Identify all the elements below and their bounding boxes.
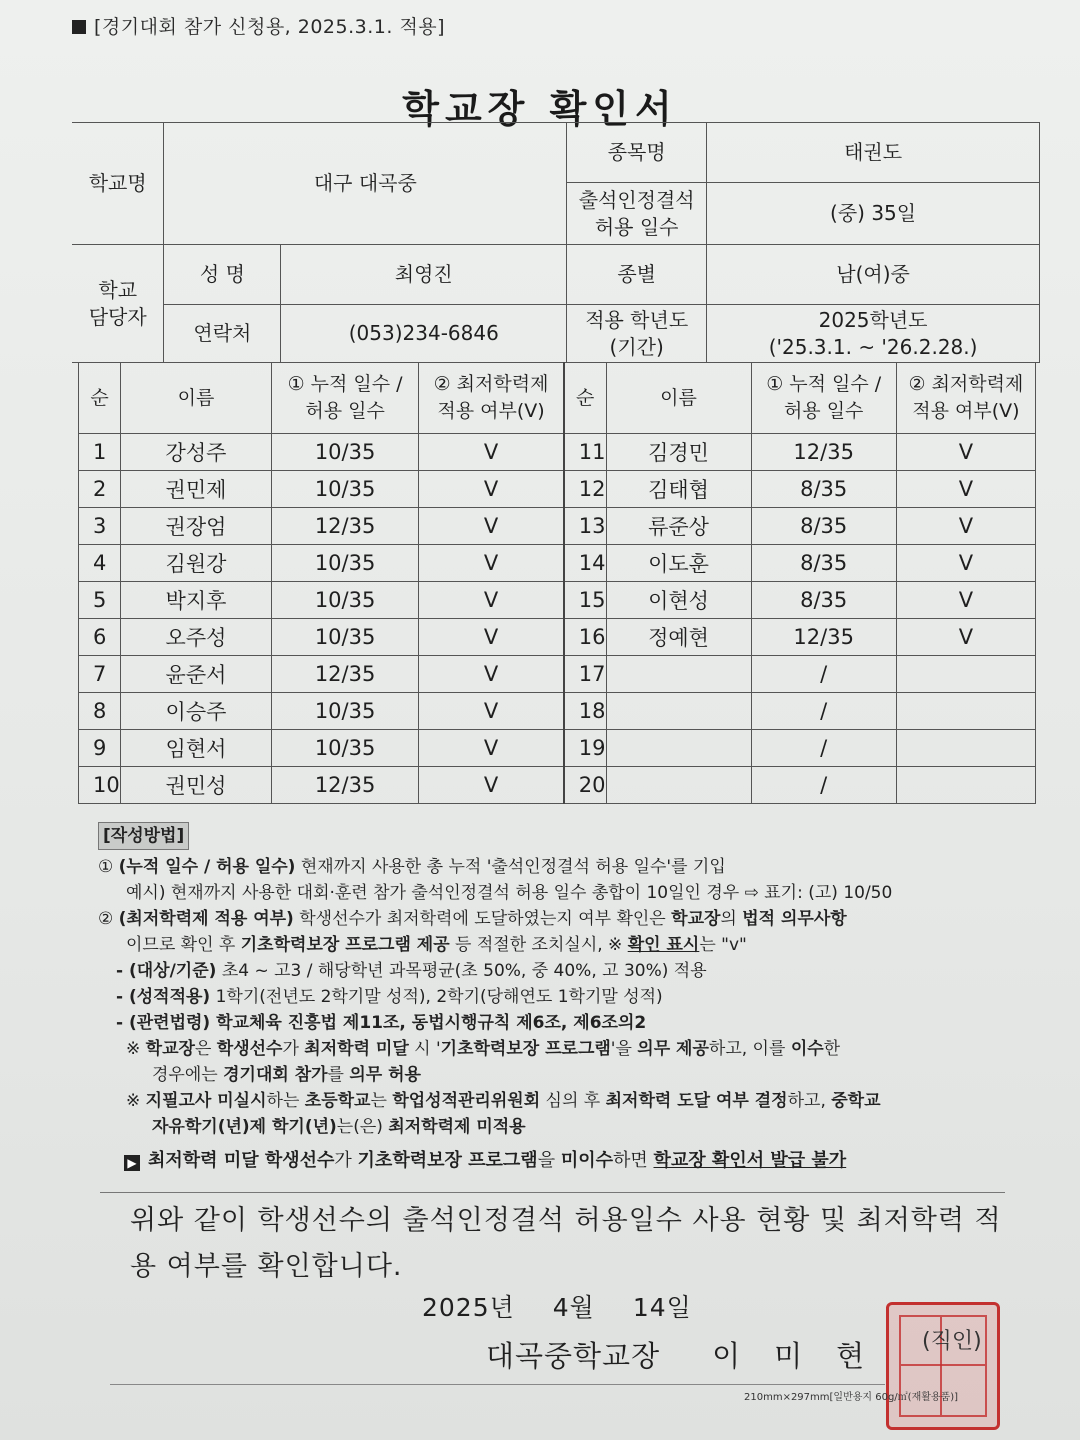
- accumulated-days: 12/35: [271, 656, 418, 693]
- min-academic-check: V: [419, 730, 564, 767]
- student-no: 8: [79, 693, 121, 730]
- student-no: 14: [564, 545, 606, 582]
- student-name: 이현성: [606, 582, 751, 619]
- contact-value: (053)234-6846: [281, 305, 567, 363]
- student-no: 9: [79, 730, 121, 767]
- min-academic-check: [896, 767, 1035, 804]
- event-label: 종목명: [567, 123, 707, 183]
- instruction-line: ※ 지필고사 미실시하는 초등학교는 학업성적관리위원회 심의 후 최저학력 도달 여부 결정하고, 중학교: [126, 1091, 881, 1111]
- date-day: 14일: [632, 1293, 692, 1322]
- student-name: 김경민: [606, 434, 751, 471]
- student-no: 17: [564, 656, 606, 693]
- date-month: 4월: [552, 1293, 595, 1322]
- accumulated-days: 10/35: [271, 545, 418, 582]
- student-no: 4: [79, 545, 121, 582]
- arrow-box-icon: ▶: [124, 1155, 140, 1171]
- min-academic-check: V: [419, 582, 564, 619]
- header-no: 순: [79, 363, 121, 434]
- student-name: [606, 767, 751, 804]
- instruction-line: ※ 학교장은 학생선수가 최저학력 미달 시 '기초학력보장 프로그램'을 의무 제공하고, 이를 이수한: [126, 1039, 841, 1059]
- student-name: [606, 730, 751, 767]
- instruction-line: - (성적적용) 1학기(전년도 2학기말 성적), 2학기(당해연도 1학기말 성적): [116, 987, 663, 1007]
- min-academic-check: V: [419, 508, 564, 545]
- category-label: 종별: [567, 245, 707, 305]
- header-name: 이름: [120, 363, 271, 434]
- accumulated-days: 12/35: [271, 767, 418, 804]
- instruction-line: 예시) 현재까지 사용한 대회·훈련 참가 출석인정결석 허용 일수 총합이 10일인 경우 ⇨ 표기: (고) 10/50: [126, 883, 893, 903]
- student-no: 20: [564, 767, 606, 804]
- student-no: 6: [79, 619, 121, 656]
- issue-date: [422, 1288, 730, 1324]
- student-no: 10: [79, 767, 121, 804]
- student-name: 오주성: [120, 619, 271, 656]
- instruction-line: 자유학기(년)제 학기(년)는(은) 최저학력제 미적용: [152, 1117, 526, 1137]
- min-academic-check: [896, 693, 1035, 730]
- table-row: [79, 656, 1036, 693]
- official-seal-stamp: [886, 1302, 1000, 1430]
- bottom-rule: [110, 1384, 885, 1385]
- student-no: 11: [564, 434, 606, 471]
- paper-spec-note: 210mm×297mm[일반용지 60g/㎡(재활용품)]: [744, 1392, 959, 1403]
- signature-line: [486, 1334, 898, 1375]
- min-academic-check: V: [896, 619, 1035, 656]
- student-no: 12: [564, 471, 606, 508]
- header-note: [경기대회 참가 신청용, 2025.3.1. 적용]: [72, 12, 445, 39]
- accumulated-days: 10/35: [271, 471, 418, 508]
- student-name: 윤준서: [120, 656, 271, 693]
- header-name-right: 이름: [606, 363, 751, 434]
- table-row: [79, 434, 1036, 471]
- table-row: [79, 619, 1036, 656]
- warning-line: ▶ 최저학력 미달 학생선수가 기초학력보장 프로그램을 미이수하면 학교장 확인서 발급 불가: [124, 1146, 846, 1172]
- student-no: 18: [564, 693, 606, 730]
- event-value: 태권도: [707, 123, 1040, 183]
- min-academic-check: V: [419, 471, 564, 508]
- student-name: 강성주: [120, 434, 271, 471]
- min-academic-check: V: [419, 656, 564, 693]
- student-name: [606, 693, 751, 730]
- document-title: 학교장 확인서: [402, 87, 678, 131]
- accumulated-days: 10/35: [271, 730, 418, 767]
- student-name: 권민성: [120, 767, 271, 804]
- min-academic-check: [896, 730, 1035, 767]
- accumulated-days: 8/35: [751, 545, 896, 582]
- min-academic-check: V: [896, 471, 1035, 508]
- header-days-right: ① 누적 일수 / 허용 일수: [751, 363, 896, 434]
- date-year: 2025년: [422, 1293, 515, 1322]
- section-divider: [100, 1192, 1005, 1193]
- accumulated-days: 10/35: [271, 582, 418, 619]
- year-value: 2025학년도 ('25.3.1. ~ '26.2.28.): [707, 305, 1040, 363]
- allowed-days-value: (중) 35일: [707, 183, 1040, 245]
- instructions-section: [98, 822, 1028, 1140]
- principal-name: 이미현: [712, 1339, 899, 1373]
- student-name: 류준상: [606, 508, 751, 545]
- manager-label: 학교 담당자: [72, 245, 164, 363]
- table-row: [79, 693, 1036, 730]
- student-roster-table: [78, 362, 1036, 804]
- min-academic-check: V: [419, 434, 564, 471]
- table-row: [79, 545, 1036, 582]
- student-no: 13: [564, 508, 606, 545]
- student-no: 7: [79, 656, 121, 693]
- min-academic-check: V: [896, 434, 1035, 471]
- student-no: 15: [564, 582, 606, 619]
- accumulated-days: 10/35: [271, 693, 418, 730]
- table-row: [79, 730, 1036, 767]
- student-no: 3: [79, 508, 121, 545]
- student-name: 박지후: [120, 582, 271, 619]
- accumulated-days: 12/35: [751, 434, 896, 471]
- min-academic-check: V: [419, 693, 564, 730]
- instruction-line: - (관련법령) 학교체육 진흥법 제11조, 동법시행규칙 제6조, 제6조의2: [116, 1013, 647, 1033]
- accumulated-days: 8/35: [751, 582, 896, 619]
- student-name: 김원강: [120, 545, 271, 582]
- school-name-value: 대구 대곡중: [164, 123, 567, 245]
- student-no: 1: [79, 434, 121, 471]
- manager-name-label: 성 명: [164, 245, 281, 305]
- min-academic-check: V: [896, 582, 1035, 619]
- square-bullet-icon: [72, 20, 86, 34]
- category-value: 남(여)중: [707, 245, 1040, 305]
- min-academic-check: V: [896, 508, 1035, 545]
- school-name-label: 학교명: [72, 123, 164, 245]
- allowed-days-label: 출석인정결석 허용 일수: [567, 183, 707, 245]
- accumulated-days: 10/35: [271, 619, 418, 656]
- instruction-line: - (대상/기준) 초4 ~ 고3 / 해당학년 과목평균(초 50%, 중 40%, 고 30%) 적용: [116, 961, 707, 981]
- student-no: 16: [564, 619, 606, 656]
- manager-name-value: 최영진: [281, 245, 567, 305]
- student-no: 5: [79, 582, 121, 619]
- student-name: 임현서: [120, 730, 271, 767]
- student-name: [606, 656, 751, 693]
- min-academic-check: [896, 656, 1035, 693]
- header-min-academic: ② 최저학력제 적용 여부(V): [419, 363, 564, 434]
- accumulated-days: /: [751, 693, 896, 730]
- student-name: 정예현: [606, 619, 751, 656]
- instruction-line: ① (누적 일수 / 허용 일수) 현재까지 사용한 총 누적 '출석인정결석 허용 일수'를 기입: [98, 857, 726, 877]
- student-name: 이승주: [120, 693, 271, 730]
- contact-label: 연락처: [164, 305, 281, 363]
- accumulated-days: /: [751, 730, 896, 767]
- accumulated-days: 8/35: [751, 471, 896, 508]
- accumulated-days: /: [751, 656, 896, 693]
- student-name: 권장엄: [120, 508, 271, 545]
- instruction-line: 경우에는 경기대회 참가를 의무 허용: [152, 1065, 421, 1085]
- student-no: 2: [79, 471, 121, 508]
- instructions-title: [작성방법]: [98, 822, 189, 850]
- min-academic-check: V: [419, 545, 564, 582]
- table-row: [79, 508, 1036, 545]
- accumulated-days: /: [751, 767, 896, 804]
- min-academic-check: V: [419, 767, 564, 804]
- table-row: [79, 767, 1036, 804]
- instruction-line: ② (최저학력제 적용 여부) 학생선수가 최저학력에 도달하였는지 여부 확인은 학교장의 법적 의무사항: [98, 909, 847, 929]
- accumulated-days: 10/35: [271, 434, 418, 471]
- table-row: [79, 582, 1036, 619]
- instruction-line: 이므로 확인 후 기초학력보장 프로그램 제공 등 적절한 조치실시, ※ 확인 표시는 "v": [126, 935, 747, 955]
- table-row: [79, 471, 1036, 508]
- accumulated-days: 12/35: [271, 508, 418, 545]
- year-label: 적용 학년도 (기간): [567, 305, 707, 363]
- student-name: 이도훈: [606, 545, 751, 582]
- student-no: 19: [564, 730, 606, 767]
- seal-mark-label: (직인): [922, 1329, 982, 1354]
- header-days: ① 누적 일수 / 허용 일수: [271, 363, 418, 434]
- student-name: 권민제: [120, 471, 271, 508]
- min-academic-check: V: [419, 619, 564, 656]
- min-academic-check: V: [896, 545, 1035, 582]
- header-min-academic-right: ② 최저학력제 적용 여부(V): [896, 363, 1035, 434]
- header-no-right: 순: [564, 363, 606, 434]
- school-info-table: [72, 122, 1040, 363]
- student-name: 김태협: [606, 471, 751, 508]
- accumulated-days: 12/35: [751, 619, 896, 656]
- confirmation-text: 위와 같이 학생선수의 출석인정결석 허용일수 사용 현황 및 최저학력 적용 여부를 확인합니다.: [130, 1205, 1002, 1282]
- accumulated-days: 8/35: [751, 508, 896, 545]
- principal-title: 대곡중학교장: [486, 1339, 661, 1373]
